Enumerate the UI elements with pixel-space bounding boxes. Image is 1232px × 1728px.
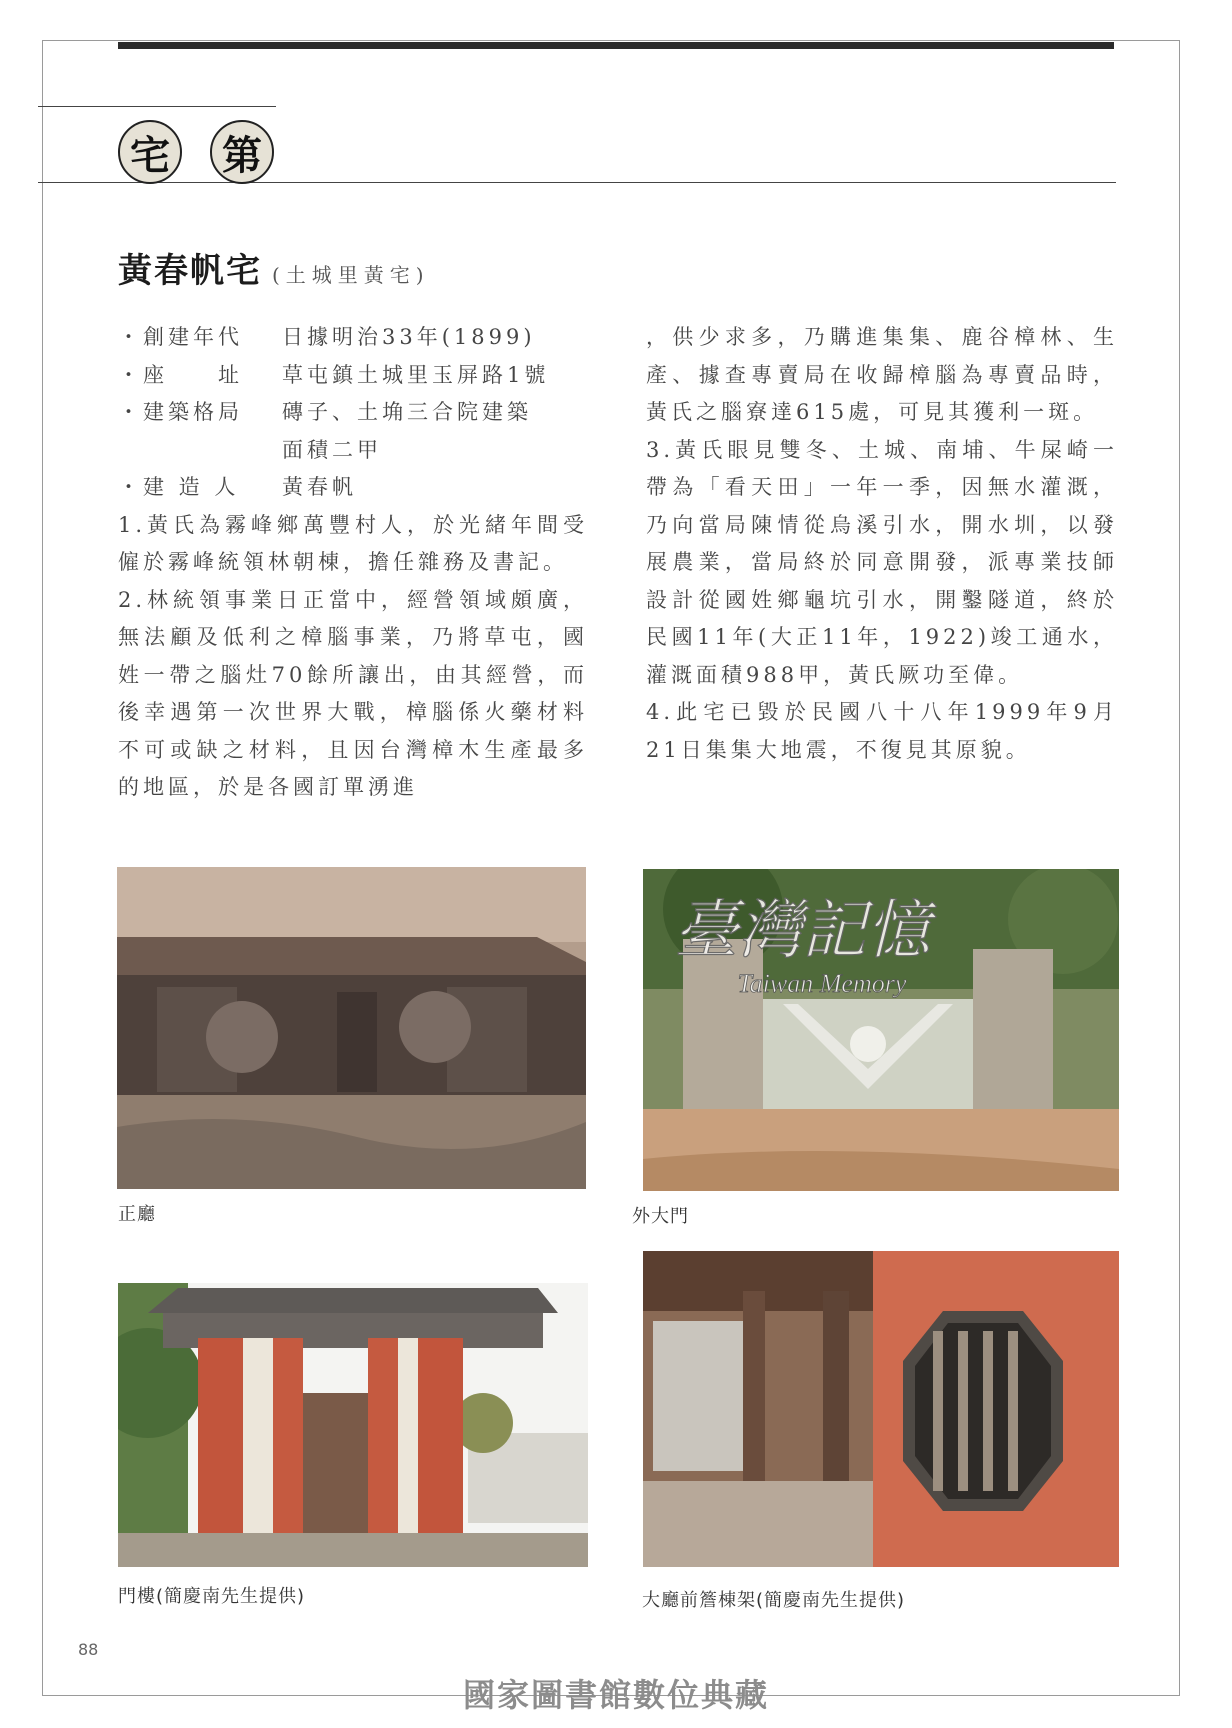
ncl-watermark: 國家圖書館數位典藏 xyxy=(462,1676,769,1714)
paragraph: 3.黃氏眼見雙冬、土城、南埔、牛屎崎一帶為「看天田」一年一季，因無水灌溉，乃向當局陳情從烏溪引水，開水圳，以發展農業，當局終於同意開發，派專業技師設計從國姓鄉龜坑引水，開鑿隧道，終於民國11年(大正11年，1922)竣工通水，灌溉面積988甲，黃氏厥功至偉。 xyxy=(646,437,1118,687)
info-value: 黃春帆 xyxy=(282,475,357,499)
watermark-logo-en: Taiwan Memory xyxy=(737,969,907,998)
paragraph: 2.林統領事業日正當中，經營領域頗廣，無法顧及低利之樟腦事業，乃將草屯，國姓一帶之腦灶70餘所讓出，由其經營，而後幸遇第一次世界大戰，樟腦係火藥材料不可或缺之材料，且因台灣樟木生產最多的地區，於是各國訂單湧進 xyxy=(118,587,588,799)
info-label: ・創建年代 xyxy=(118,325,243,349)
section-badge-2 xyxy=(210,120,274,184)
header-rule xyxy=(38,182,1116,183)
photo-hall-eaves xyxy=(643,1251,1119,1567)
info-value: 日據明治33年(1899) xyxy=(282,325,536,349)
page-title xyxy=(118,243,430,292)
page-number: 88 xyxy=(78,1640,99,1659)
info-label: ・建 造 人 xyxy=(118,475,240,499)
title-subtitle: (土城里黃宅) xyxy=(272,263,430,287)
info-row xyxy=(118,432,588,470)
info-value: 面積二甲 xyxy=(282,437,382,462)
text-column-right xyxy=(646,319,1118,769)
top-bar xyxy=(118,42,1114,49)
caption-main-hall: 正廳 xyxy=(118,1204,156,1225)
section-char-2: 第 xyxy=(222,131,262,179)
info-value: 草屯鎮土城里玉屏路1號 xyxy=(282,362,550,387)
text-column-left xyxy=(118,319,588,807)
caption-outer-gate: 外大門 xyxy=(632,1206,689,1227)
paragraph: 1.黃氏為霧峰鄉萬豐村人，於光緒年間受僱於霧峰統領林朝棟，擔任雜務及書記。 xyxy=(118,512,588,574)
header-rule-short xyxy=(38,106,276,107)
info-label: ・建築格局 xyxy=(118,400,243,424)
watermark-logo-cn: 臺灣記憶 xyxy=(674,894,930,968)
info-row xyxy=(118,319,588,357)
info-value: 磚子、土埆三合院建築 xyxy=(282,400,532,424)
info-label: ・座 址 xyxy=(118,362,243,387)
info-row xyxy=(118,469,588,507)
taiwan-memory-watermark xyxy=(622,880,982,1010)
section-badge-1 xyxy=(118,120,182,184)
caption-gate-tower: 門樓(簡慶南先生提供) xyxy=(118,1586,306,1607)
title-text: 黃春帆宅 xyxy=(118,251,262,291)
section-char-1: 宅 xyxy=(130,131,170,179)
info-row xyxy=(118,357,588,395)
photo-main-hall xyxy=(117,867,586,1189)
info-row xyxy=(118,394,588,432)
photo-gate-tower xyxy=(118,1283,588,1567)
caption-hall-eaves: 大廳前簷棟架(簡慶南先生提供) xyxy=(642,1590,906,1611)
paragraph: ，供少求多，乃購進集集、鹿谷樟林、生產、據查專賣局在收歸樟腦為專賣品時，黃氏之腦寮達615處，可見其獲利一斑。 xyxy=(646,325,1118,424)
paragraph: 4.此宅已毀於民國八十八年1999年9月21日集集大地震，不復見其原貌。 xyxy=(646,700,1118,762)
